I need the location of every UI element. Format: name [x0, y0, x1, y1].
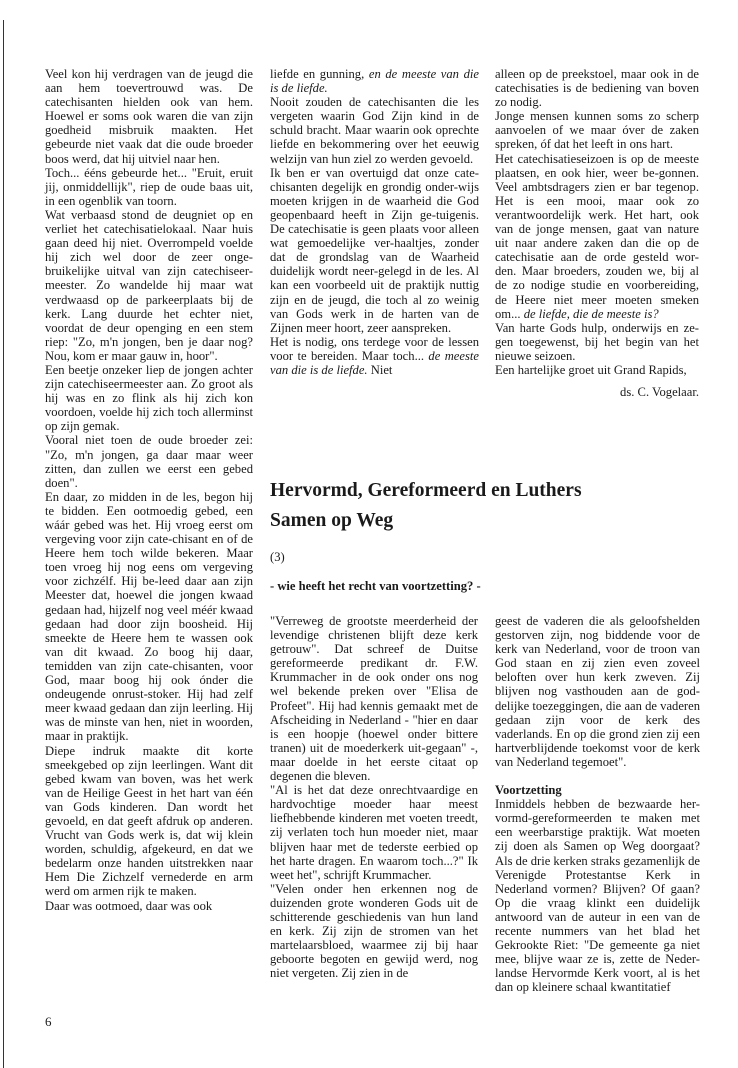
section-heading: Voortzetting: [495, 783, 562, 798]
paragraph: [270, 67, 479, 95]
paragraph: Jonge mensen kunnen soms zo scherp aanvoelen of we maar óver de zaken spreken, óf dat het leeft in ons hart.: [495, 109, 699, 152]
column-2: [270, 67, 479, 377]
paragraph: "Al is het dat deze onrechtvaardige en hardvochtige moeder haar meest liefhebbende kinderen met voeten treedt, zij verlaten toch hun moeder niet, maar blijven haar met de tederste eerbied op het harte dragen. En waarom toch...?" Ik weet het", schrijft Krummacher.: [270, 783, 478, 882]
paragraph: "Velen onder hen erkennen nog de duizenden grote wonderen Gods uit de schitterende geschiedenis van hun land en kerk. Zij zijn de stromen van het martelaarsbloed, waarmee zij bij haar geboorte begoten en gewijd werd, nog niet vergeten. Zij zien in de: [270, 881, 478, 981]
column-1: [45, 67, 253, 913]
column-3: [495, 67, 699, 399]
title-line-2: Samen op Weg: [270, 510, 394, 531]
paragraph: Een hartelijke groet uit Grand Rapids,: [495, 362, 687, 377]
series-number: (3): [270, 550, 285, 564]
signature: ds. C. Vogelaar.: [620, 385, 699, 400]
italic-run: de meeste van die is de liefde.: [270, 348, 479, 377]
paragraph: En daar, zo midden in de les, begon hij te bidden. Een ootmoedig gebed, een wáár gebed was het. Hij vroeg eerst om vergeving voor zijn cate-chisant en of de Heere hem toch wilde bekeren. Maar toen vroeg hij nog eens om vergeving voor zichzélf. Hij be-leed daar aan zijn Meester dat, hoewel die jongen kwaad gedaan had, hijzelf nog veel méér kwaad gedaan had door zijn boosheid. Hij smeekte de Heere hem te wassen ook van dit kwaad. Zo boog hij daar, temidden van zijn cate-chisanten, voor God, maar boog hij ook ónder die ondeugende onrust-stoker. Hij had zelf meer kwaad gedaan dan zijn leerling. Hij was de minste van hen, niet in woorden, maar in praktijk.: [45, 489, 253, 744]
paragraph: alleen op de preekstoel, maar ook in de catechisaties is de bediening van boven zo nodig.: [495, 67, 699, 110]
paragraph: Diepe indruk maakte dit korte smeekgebed op zijn leerlingen. Want dit gebed kwam van boven, was het werk van de Heilige Geest in het hart van één van Gods kinderen. Dan wordt het gevoeld, en dat geeft afdruk op anderen. Vrucht van Gods werk is, dat wij klein worden, schuldig, afgekeurd, en dat we bedelarm onze handen uitstrekken naar Hem Die Zichzelf vernederde en arm werd om armen rijk te maken.: [45, 743, 253, 899]
article-subtitle: - wie heeft het recht van voortzetting? -: [270, 579, 481, 593]
paragraph: Wat verbaasd stond de deugniet op en verliet het catechisatielokaal. Naar huis gaan deed hij niet. Overrompeld voelde hij zich wel door de zeer onge-bruikelijke uitval van zijn catechiseer-meester. Zo wandelde hij maar wat verdwaasd op de parkeerplaats bij de kerk. Lang duurde het echter niet, voordat de deur openging en een stem riep: "Zo, m'n jongen, ben je daar nog? Nou, kom er maar gauw in, hoor".: [45, 207, 253, 363]
article-column-2: [495, 614, 700, 994]
paragraph: Toch... ééns gebeurde het... "Eruit, eruit jij, onmiddellijk", riep de oude baas uit, in een ogenblik van toorn.: [45, 165, 253, 208]
article-column-1: [270, 614, 478, 980]
article-title: [270, 476, 700, 536]
paragraph: Van harte Gods hulp, onderwijs en ze-gen toegewenst, bij het begin van het nieuwe seizoen.: [495, 320, 699, 363]
text-run: Niet: [367, 362, 393, 377]
paragraph: Veel kon hij verdragen van de jeugd die aan hem toevertrouwd was. De catechisanten hielden ook van hem. Hoewel er soms ook waren die van zijn goedheid misbruik maakten. Het gebeurde niet vaak dat die oude broeder boos werd, dat hij uitviel naar hen.: [45, 67, 253, 166]
paragraph: Ik ben er van overtuigd dat onze cate-chisanten degelijk en grondig onder-wijs moeten krijgen in de waarheid die God geopenbaard heeft in Zijn ge-tuigenis. De catechisatie is geen plaats voor alleen wat gemoedelijke ver-haaltjes, zonder dat de grondslag van de Waarheid duidelijk wordt neer-gelegd in de les. Al kan een voorbeeld uit de praktijk nuttig zijn en de jeugd, die toch al zo weinig van Gods werk in de harten van de Zijnen meer hoort, zeer aanspreken.: [270, 165, 479, 335]
text-run: Het is nodig, ons terdege voor de lessen voor te bereiden. Maar toch...: [270, 334, 479, 363]
paragraph: [270, 335, 479, 377]
article-header: [270, 476, 700, 594]
paragraph: Nooit zouden de catechisanten die les vergeten waarin God Zijn kind in de schuld bracht. Maar waarin ook oprechte liefde en bekommering over het eeuwig welzijn van hun ziel zo werden gevoeld.: [270, 95, 479, 166]
paragraph: "Verreweg de grootste meerderheid der levendige christenen blijft deze kerk getrouw". Dat schreef de Duitse gereformeerde predikant dr. F.W. Krummacher in de ook onder ons nog wel bekende preken over "Elisa de Profeet". Hij had kennis gemaakt met de Afscheiding in Nederland - "hier en daar is een hoopje (hoewel onder bittere tranen) uit de moederkerk uit-gegaan" -, maar doelde in het eerste citaat op degenen die bleven.: [270, 614, 478, 784]
paragraph: Vooral niet toen de oude broeder zei: "Zo, m'n jongen, ga daar maar weer zitten, dan zullen we eerst een gebed doen".: [45, 433, 253, 490]
page-number: 6: [45, 1014, 52, 1029]
text-run: liefde en gunning,: [270, 67, 369, 81]
italic-run: de liefde, die de meeste is?: [520, 306, 659, 321]
paragraph: geest de vaderen die als geloofshelden gestorven zijn, nog biddende voor de kerk van Nederland, voor de troon van God staan en zij zien even zoveel beloften over hun kerk zweven. Zij blijven nog vasthouden aan de god-delijke toezeggingen, die aan de vaderen gedaan zijn voor de kerk des vaderlands. En op die grond zien zij een hartverblijdende toekomst voor de kerk van Nederland tegemoet".: [495, 614, 700, 769]
paragraph: Daar was ootmoed, daar was ook: [45, 898, 213, 913]
title-line-1: Hervormd, Gereformeerd en Luthers: [270, 480, 582, 501]
paragraph: [495, 152, 699, 321]
text-run: Het catechisatieseizoen is op de meeste plaatsen, en ook hier, weer be-gonnen. Veel ambtsdragers zien er bar tegenop. Het is een mooi, maar ook zo verantwoordelijk werk. Het hart, ook van de jonge mensen, gaat van nature uit naar andere zaken dan die op de catechisatie aan de orde gesteld wor-den. Maar broeders, zouden we, bij al de zo nodige studie en voorbereiding, de Heere niet meer moeten smeken om...: [495, 151, 699, 321]
paragraph: Een beetje onzeker liep de jongen achter zijn catechiseermeester aan. Zo groot als hij was en zo flink als hij zich kon voordoen, voelde hij zich toch allerminst op zijn gemak.: [45, 362, 253, 434]
italic-run: en de meeste van die is de liefde.: [270, 67, 479, 96]
page-edge: [3, 20, 4, 1068]
paragraph: Inmiddels hebben de bezwaarde her-vormd-gereformeerden te maken met een weerbarstige praktijk. Wat moeten zij doen als Samen op Weg doorgaat? Als de drie kerken straks gezamenlijk de Verenigde Protestantse Kerk in Nederland vormen? Blijven? Of gaan? Op die vraag klinkt een duidelijk antwoord van de auteur in een van de recente nummers van het blad het Gekrookte Riet: "De gemeente ga niet mee, blijve waar ze is, zette de Neder-landse Hervormde Kerk voort, al is het dan op kleinere schaal kwantitatief: [495, 797, 700, 995]
